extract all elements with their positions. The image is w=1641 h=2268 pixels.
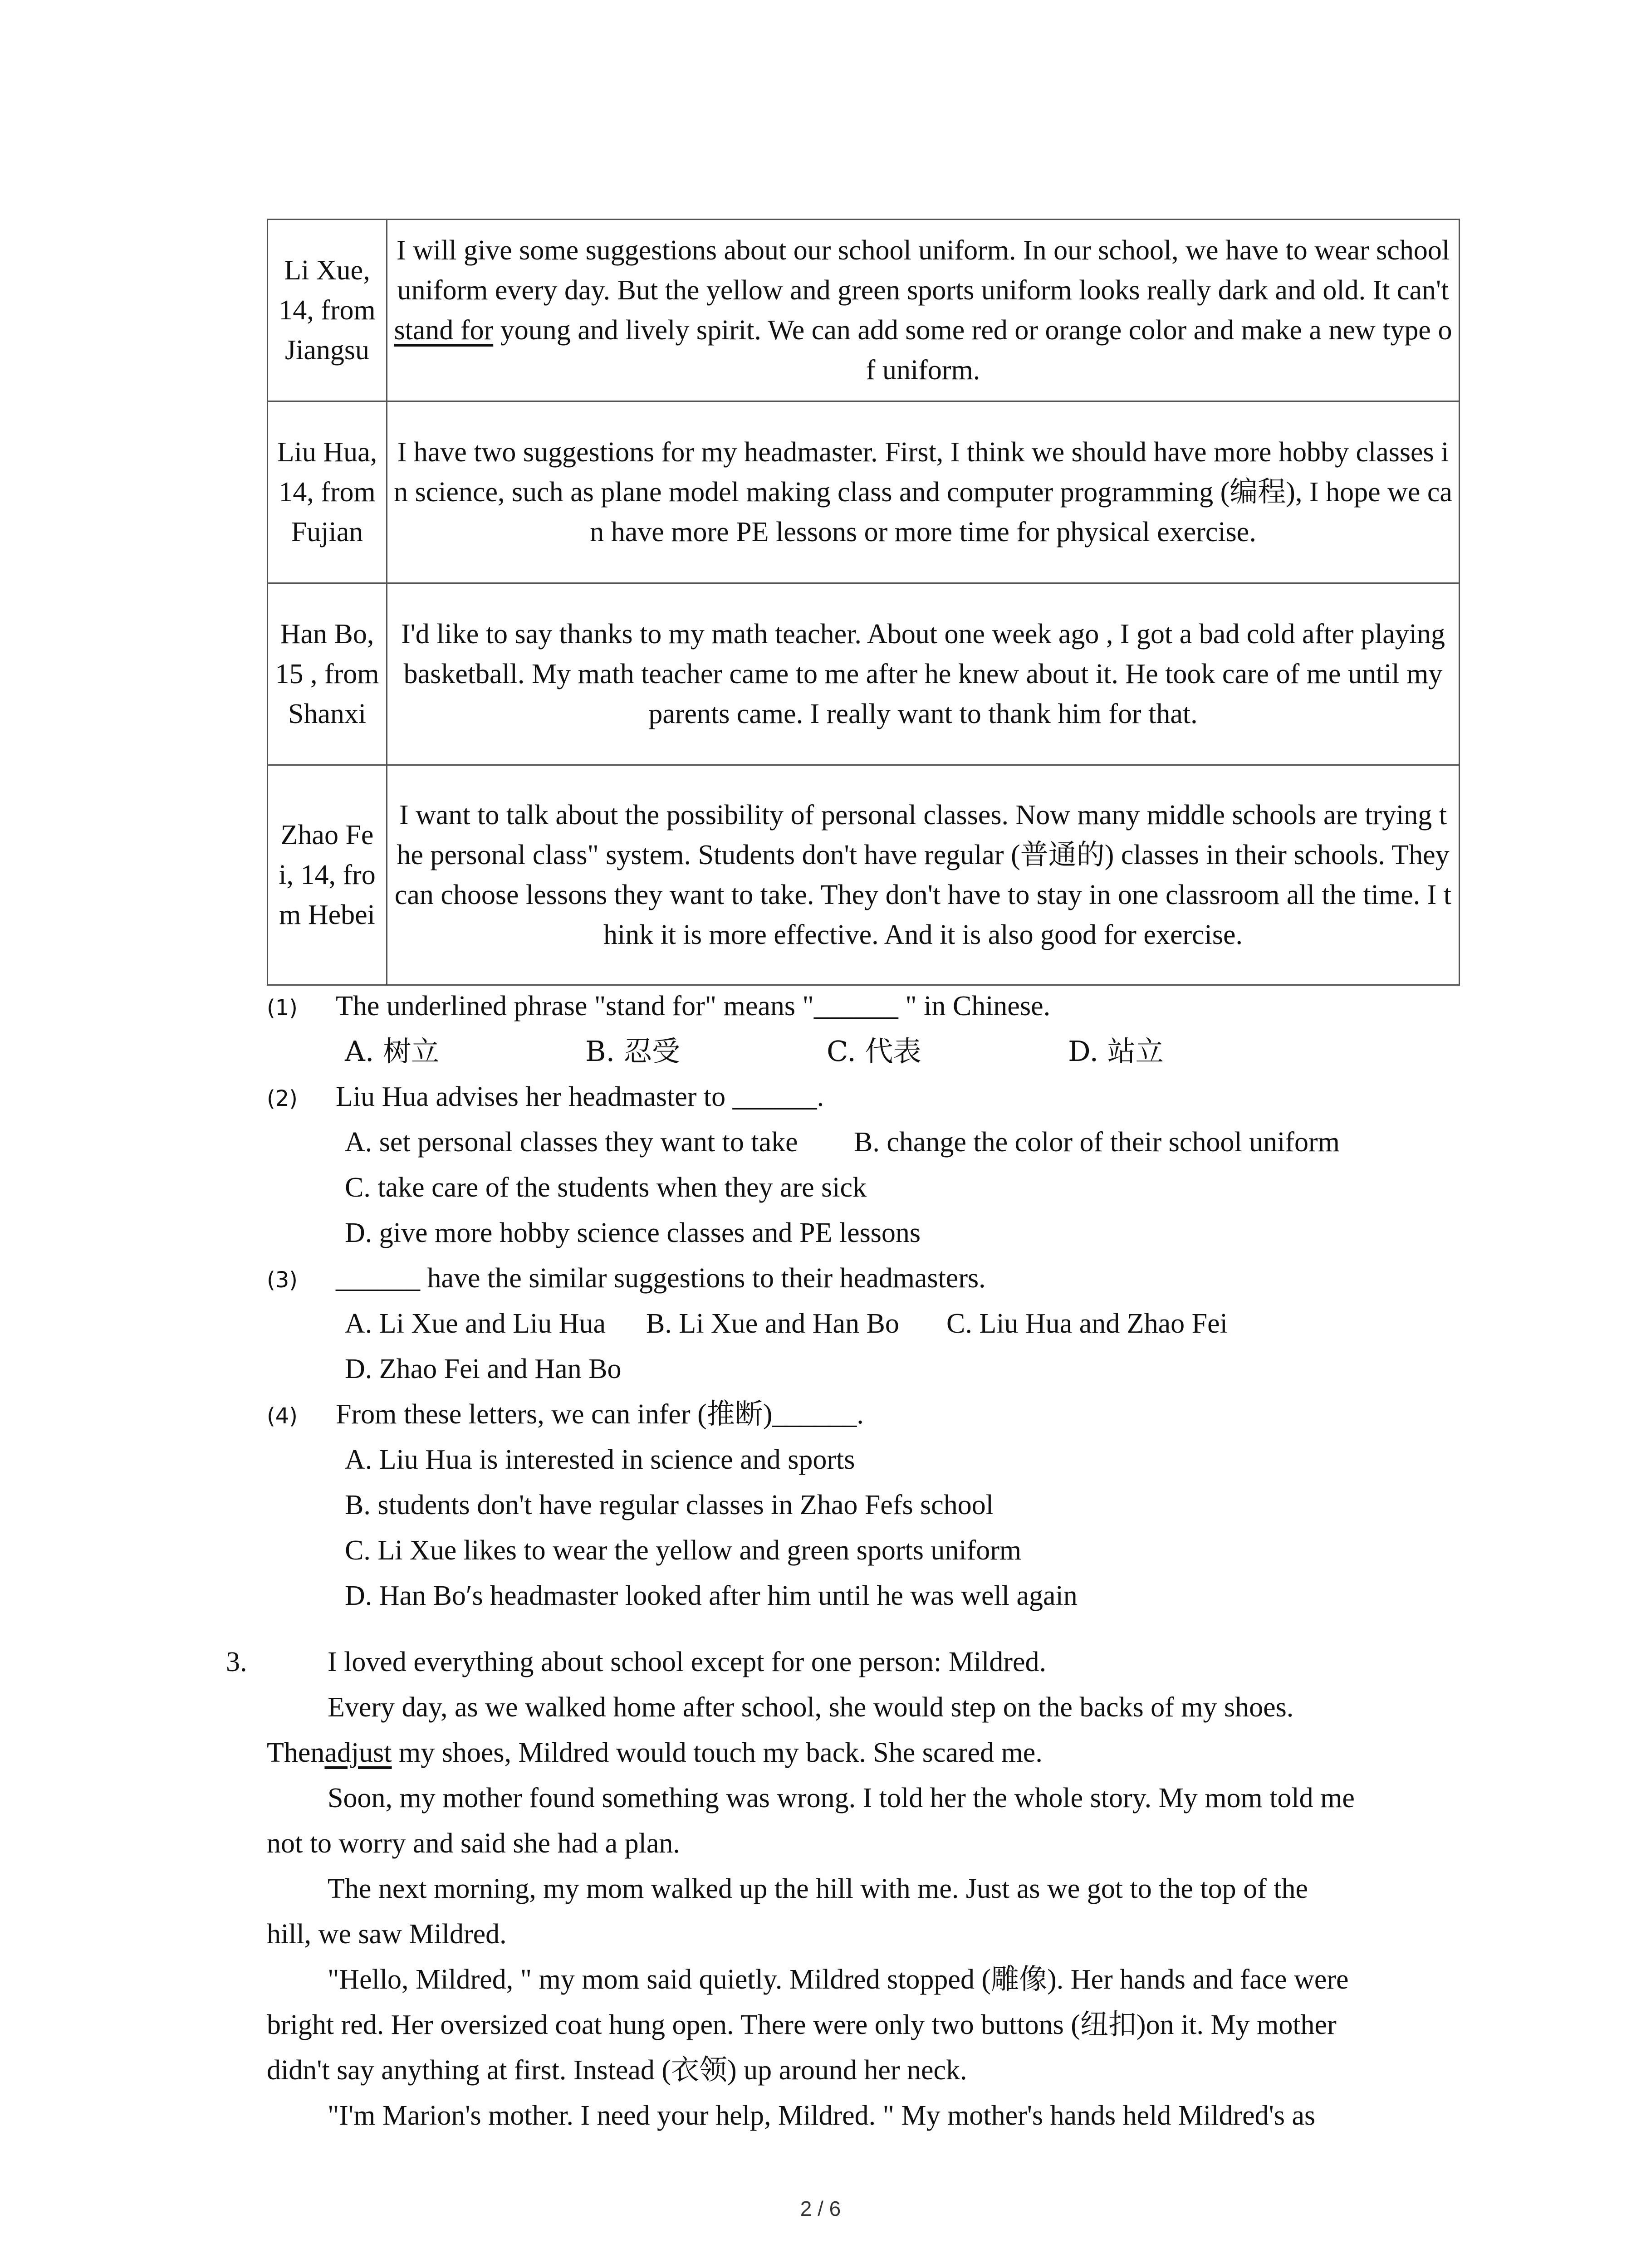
question-2-option-c: C. take care of the students when they are sick bbox=[345, 1172, 867, 1203]
question-1-option-b: B. 忍受 bbox=[585, 1035, 680, 1068]
question-4-option-d: D. Han Bo′s headmaster looked after him until he was well again bbox=[345, 1580, 1078, 1611]
passage-line: The next morning, my mom walked up the hill with me. Just as we got to the top of the bbox=[328, 1873, 1308, 1904]
page-number: 2 / 6 bbox=[800, 2197, 841, 2220]
question-2-option-b: B. change the color of their school uniform bbox=[854, 1127, 1340, 1158]
letter-cell: I'd like to say thanks to my math teacher. About one week ago , I got a bad cold after playing basketball. My math teacher came to me after he knew about it. He took care of me until my parents came. I really want to thank him for that. bbox=[387, 583, 1460, 765]
question-3-option-d: D. Zhao Fei and Han Bo bbox=[345, 1354, 622, 1384]
question-4-option-b: B. students don't have regular classes in Zhao Fefs school bbox=[345, 1490, 994, 1520]
passage-line: Every day, as we walked home after school, she would step on the backs of my shoes. bbox=[328, 1692, 1294, 1723]
question-4-option-a: A. Liu Hua is interested in science and sports bbox=[345, 1444, 855, 1475]
table-row bbox=[268, 765, 1460, 985]
passage-line: Thenadjust my shoes, Mildred would touch my back. She scared me. bbox=[267, 1737, 1043, 1768]
question-3-option-c: C. Liu Hua and Zhao Fei bbox=[946, 1308, 1228, 1339]
passage-line: "I'm Marion's mother. I need your help, Mildred. " My mother's hands held Mildred's as bbox=[328, 2100, 1316, 2131]
question-4-option-c: C. Li Xue likes to wear the yellow and green sports uniform bbox=[345, 1535, 1022, 1566]
table-row bbox=[268, 220, 1460, 401]
passage-line: "Hello, Mildred, " my mom said quietly. Mildred stopped (雕像). Her hands and face were bbox=[328, 1964, 1349, 1995]
question-3-option-b: B. Li Xue and Han Bo bbox=[646, 1308, 899, 1339]
letters-table bbox=[267, 219, 1460, 986]
question-1-stem: (1) The underlined phrase "stand for" means "______ " in Chinese. bbox=[267, 991, 1051, 1022]
letter-cell: I want to talk about the possibility of personal classes. Now many middle schools are trying the personal class" system. Students don't have regular (普通的) classes in their schools. They can choose lessons they want to take. They don't have to stay in one classroom all the time. I think it is more effective. And it is also good for exercise. bbox=[387, 765, 1460, 985]
passage-line: didn't say anything at first. Instead (衣领) up around her neck. bbox=[267, 2055, 967, 2086]
table-row bbox=[268, 401, 1460, 583]
passage-line: I loved everything about school except for one person: Mildred. bbox=[328, 1647, 1046, 1677]
writer-cell: Han Bo, 15 , from Shanxi bbox=[268, 583, 387, 765]
letter-cell: I will give some suggestions about our school uniform. In our school, we have to wear school uniform every day. But the yellow and green sports uniform looks really dark and old. It can't stand for young and lively spirit. We can add some red or orange color and make a new type of uniform. bbox=[387, 220, 1460, 401]
passage-line: Soon, my mother found something was wrong. I told her the whole story. My mom told me bbox=[328, 1783, 1355, 1813]
question-4-stem: (4) From these letters, we can infer (推断)______. bbox=[267, 1399, 864, 1430]
question-2-stem: (2) Liu Hua advises her headmaster to ______. bbox=[267, 1081, 824, 1112]
writer-cell: Liu Hua, 14, from Fujian bbox=[268, 401, 387, 583]
underlined-word: adjust bbox=[324, 1737, 392, 1768]
letter-cell: I have two suggestions for my headmaster. First, I think we should have more hobby classes in science, such as plane model making class and computer programming (编程), I hope we can have more PE lessons or more time for physical exercise. bbox=[387, 401, 1460, 583]
passage-line: not to worry and said she had a plan. bbox=[267, 1828, 680, 1859]
underlined-phrase: stand for bbox=[394, 315, 494, 346]
question-1-option-a: A. 树立 bbox=[345, 1035, 440, 1068]
passage-number: 3. bbox=[226, 1647, 247, 1677]
passage-line: hill, we saw Mildred. bbox=[267, 1919, 507, 1950]
question-2-option-d: D. give more hobby science classes and PE lessons bbox=[345, 1217, 921, 1248]
writer-cell: Li Xue, 14, from Jiangsu bbox=[268, 220, 387, 401]
question-3-stem: (3) ______ have the similar suggestions to their headmasters. bbox=[267, 1263, 986, 1294]
writer-cell: Zhao Fei, 14, from Hebei bbox=[268, 765, 387, 985]
question-2-option-a: A. set personal classes they want to take bbox=[345, 1127, 798, 1158]
table-row bbox=[268, 583, 1460, 765]
passage-line: bright red. Her oversized coat hung open. There were only two buttons (纽扣)on it. My mother bbox=[267, 2009, 1337, 2040]
question-3-option-a: A. Li Xue and Liu Hua bbox=[345, 1308, 606, 1339]
question-1-option-c: C. 代表 bbox=[827, 1035, 921, 1068]
question-1-option-d: D. 站立 bbox=[1068, 1035, 1164, 1068]
